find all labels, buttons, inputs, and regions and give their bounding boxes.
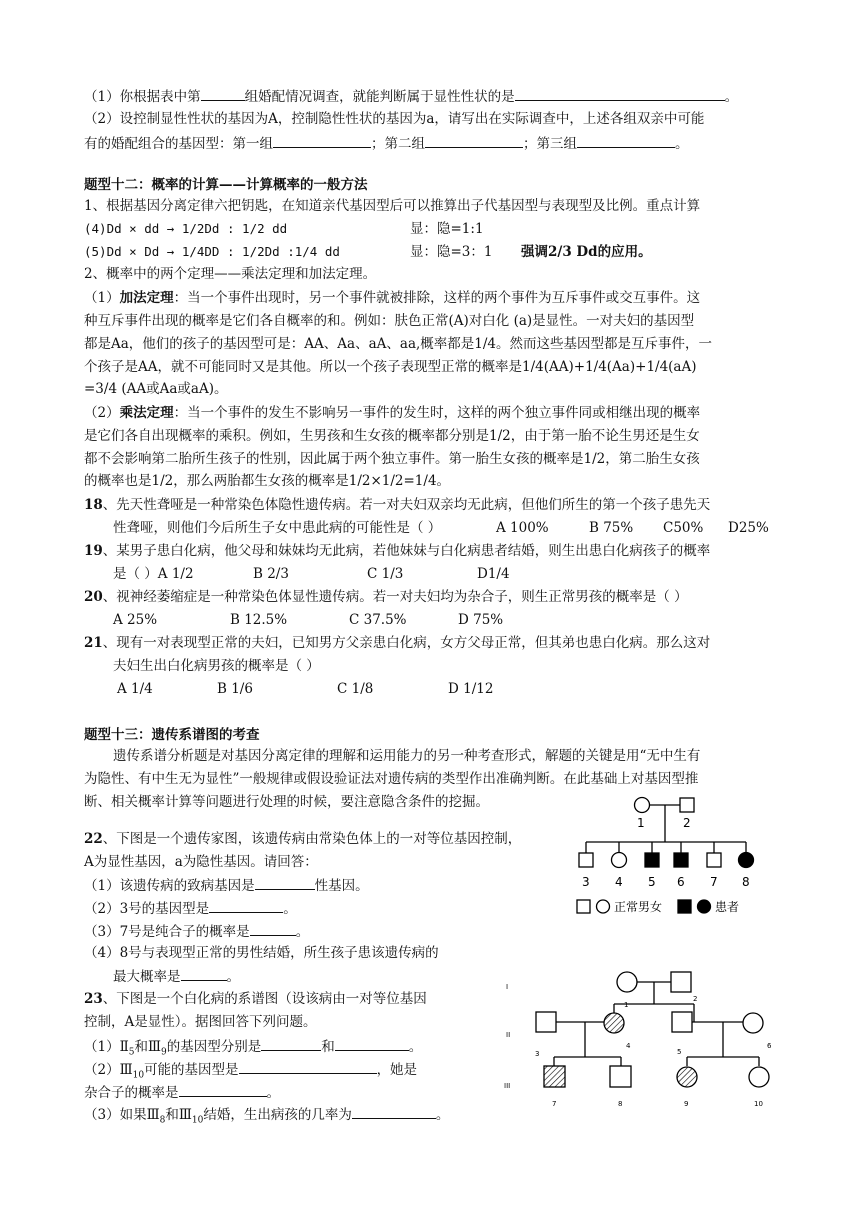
- question-number: 19: [84, 543, 103, 559]
- pedigree-male-3: [579, 853, 593, 867]
- text: （1）该遗传病的致病基因是: [84, 878, 255, 894]
- text: （1）Ⅱ: [84, 1039, 129, 1055]
- q22-line1: [84, 830, 521, 848]
- subscript: 9: [161, 1047, 167, 1058]
- question-number: 22: [84, 831, 103, 847]
- question-number: 18: [84, 497, 103, 513]
- pedigree-affected-male-7: [544, 1066, 565, 1087]
- q18-line2: [113, 519, 769, 537]
- text: 强调2/3 Dd的应用。: [521, 244, 652, 260]
- label: 6: [677, 875, 685, 889]
- text: 。: [283, 901, 297, 917]
- q19-line1: [84, 542, 710, 560]
- text: 、下图是一个白化病的系谱图（设该病由一对等位基因: [102, 991, 427, 1007]
- text: 有的婚配组合的基因型：第一组: [84, 136, 273, 152]
- add-rule-1: [84, 289, 700, 307]
- text: 最大概率是: [113, 969, 181, 985]
- pedigree-male-8: [610, 1066, 631, 1087]
- generation-label: II: [506, 1031, 511, 1039]
- mul-rule-3: 都不会影响第二胎所生孩子的性别，因此属于两个独立事件。第一胎生女孩的概率是1/2，第二胎生女孩: [84, 451, 700, 467]
- q23-line1: [84, 990, 427, 1008]
- blank[interactable]: [179, 1082, 267, 1097]
- pedigree-male-5: [672, 1012, 692, 1032]
- text: 显：隐=3：1: [410, 244, 493, 260]
- section12-p2: 2、概率中的两个定理——乘法定理和加法定理。: [84, 266, 377, 282]
- q22-s3: [84, 921, 309, 941]
- text: ；第三组: [523, 136, 577, 152]
- blank[interactable]: [425, 133, 523, 148]
- text: 可能的基因型是: [144, 1062, 239, 1078]
- blank[interactable]: [577, 133, 675, 148]
- text: 。: [675, 136, 689, 152]
- text: ，她是: [376, 1062, 418, 1078]
- option-c[interactable]: C 1/8: [337, 681, 374, 697]
- option-a: 是（ ）A 1/2: [113, 566, 194, 582]
- mul-rule-1: [84, 404, 700, 422]
- option-c[interactable]: C 1/3: [367, 566, 404, 582]
- q19-line2: [113, 565, 510, 583]
- q22-s2: [84, 898, 297, 918]
- legend-text: 正常男女: [614, 900, 663, 914]
- section12-p1: 1、根据基因分离定律六把钥匙，在知道亲代基因型后可以推算出子代基因型与表现型及比例。重点计算: [84, 198, 701, 214]
- pedigree-female-4: [612, 853, 627, 868]
- pedigree-male-7: [707, 853, 721, 867]
- label: 1: [624, 1001, 629, 1009]
- section12-title: 题型十二：概率的计算——计算概率的一般方法: [84, 177, 368, 193]
- legend-affected-male-icon: [678, 900, 691, 913]
- option-a[interactable]: A 100%: [496, 520, 549, 536]
- option-d[interactable]: D25%: [728, 520, 769, 536]
- option-b[interactable]: B 1/6: [217, 681, 253, 697]
- pedigree-chart-q22: [570, 796, 770, 920]
- label: 7: [552, 1100, 557, 1108]
- option-d[interactable]: D 1/12: [448, 681, 494, 697]
- option-b[interactable]: B 12.5%: [230, 612, 288, 628]
- text: 和Ⅲ: [134, 1039, 162, 1055]
- text: （2）3号的基因型是: [84, 901, 210, 917]
- option-b[interactable]: B 75%: [589, 520, 634, 536]
- text: 。: [266, 1085, 280, 1101]
- blank[interactable]: [273, 133, 371, 148]
- legend-affected-female-icon: [698, 900, 711, 913]
- text: 、视神经萎缩症是一种常染色体显性遗传病。若一对夫妇均为杂合子，则生正常男孩的概率是（ ）: [102, 589, 688, 605]
- text: (4)Dd × dd → 1/2Dd : 1/2 dd: [84, 221, 288, 236]
- text: ；第二组: [371, 136, 425, 152]
- mul-rule-4: 的概率也是1/2，那么两胎都生女孩的概率是1/2×1/2=1/4。: [84, 473, 451, 489]
- text: 显：隐=1:1: [410, 221, 484, 237]
- q20-options: [113, 611, 504, 629]
- blank[interactable]: [335, 1036, 409, 1051]
- blank[interactable]: [209, 898, 283, 913]
- pedigree-chart-q23: [500, 966, 775, 1108]
- text: 。: [295, 924, 310, 940]
- label: 9: [684, 1100, 689, 1108]
- label: 8: [742, 875, 750, 889]
- subscript: 5: [128, 1047, 135, 1058]
- text: （1）: [84, 290, 120, 306]
- q23-s1: [84, 1036, 422, 1062]
- generation-label: I: [506, 983, 509, 991]
- add-rule-label: 加法定理: [119, 290, 174, 306]
- label: 8: [618, 1100, 623, 1108]
- pedigree-female-1: [635, 798, 650, 813]
- label: 5: [677, 1048, 682, 1056]
- add-rule-4: 个孩子是AA，就不可能同时又是其他。所以一个孩子表现型正常的概率是1/4(AA)+1/4(Aa)+1/4(aA): [84, 359, 697, 375]
- text: （3）7号是纯合子的概率是: [84, 924, 250, 940]
- rule-5: [84, 243, 652, 261]
- text: 、某男子患白化病，他父母和妹妹均无此病，若他妹妹与白化病患者结婚，则生出患白化病孩子的概率: [102, 543, 711, 559]
- add-rule-3: 都是Aa，他们的孩子的基因型可是：AA、Aa、aA、aa,概率都是1/4。然而这些基因型都是互斥事件，一: [84, 336, 713, 352]
- text: （2）: [84, 405, 120, 421]
- q23-s3: [84, 1104, 449, 1130]
- rule-4: [84, 220, 484, 238]
- question-number: 20: [84, 589, 103, 605]
- label: 3: [535, 1050, 540, 1058]
- intro-q2-line1: （2）设控制显性性状的基因为A，控制隐性性状的基因为a，请写出在实际调查中，上述各组双亲中可能: [84, 111, 705, 127]
- legend-text: 患者: [715, 900, 740, 914]
- section13-p3: 断、相关概率计算等问题进行处理的时候，要注意隐含条件的挖掘。: [84, 794, 489, 810]
- blank[interactable]: [201, 86, 245, 101]
- label: 7: [710, 875, 718, 889]
- pedigree-male-2: [680, 798, 694, 812]
- pedigree-male-3: [536, 1012, 556, 1032]
- text: 性基因。: [314, 878, 369, 894]
- q23-s2: [84, 1059, 417, 1085]
- question-number: 21: [84, 635, 103, 651]
- option-c[interactable]: C 37.5%: [349, 612, 407, 628]
- label: 4: [615, 875, 623, 889]
- generation-label: III: [504, 1082, 511, 1090]
- text: 、现有一对表现型正常的夫妇，已知男方父亲患白化病，女方父母正常，但其弟也患白化病。那么这对: [102, 635, 711, 651]
- pedigree-female-6: [743, 1013, 763, 1033]
- legend-male-icon: [577, 900, 590, 913]
- q22-s1: [84, 875, 369, 895]
- section13-title: 题型十三：遗传系谱图的考查: [84, 727, 260, 743]
- label: 5: [648, 875, 656, 889]
- text: 。: [408, 1039, 423, 1055]
- text: (5)Dd × Dd → 1/4DD : 1/2Dd :1/4 dd: [84, 244, 340, 259]
- q23-line2: 控制，A是显性）。据图回答下列问题。: [84, 1014, 317, 1030]
- q23-s2-cont: [84, 1082, 280, 1102]
- add-rule-5: =3/4 (AA或Aa或aA)。: [84, 381, 228, 397]
- blank[interactable]: [255, 875, 315, 890]
- option-a[interactable]: A 25%: [113, 612, 158, 628]
- text: （1）你根据表中第: [84, 89, 201, 105]
- intro-q1: [84, 86, 738, 106]
- label: 3: [582, 875, 590, 889]
- text: 。: [435, 1107, 450, 1123]
- label: 6: [767, 1042, 772, 1050]
- section13-p1: 遗传系谱分析题是对基因分离定律的理解和运用能力的另一种考查形式，解题的关键是用“无中生有: [113, 748, 701, 764]
- subscript: 10: [132, 1070, 145, 1081]
- pedigree-female-1: [617, 972, 637, 992]
- blank[interactable]: [250, 921, 296, 936]
- question-number: 23: [84, 991, 103, 1007]
- label: 4: [626, 1042, 631, 1050]
- text: 性聋哑，则他们今后所生子女中患此病的可能性是（ ）: [113, 520, 442, 536]
- legend-female-icon: [597, 900, 610, 913]
- pedigree-affected-female-4: [604, 1013, 624, 1033]
- text: 杂合子的概率是: [84, 1085, 179, 1101]
- text: 的基因型分别是: [166, 1039, 262, 1055]
- text: 。: [226, 969, 240, 985]
- text: 和Ⅲ: [165, 1107, 192, 1123]
- text: ：当一个事件的发生不影响另一事件的发生时，这样的两个独立事件同或相继出现的概率: [173, 405, 701, 421]
- option-b[interactable]: B 2/3: [253, 566, 289, 582]
- pedigree-male-2: [671, 972, 691, 992]
- text: （3）如果Ⅲ: [84, 1107, 160, 1123]
- blank[interactable]: [239, 1059, 377, 1074]
- label: 1: [637, 816, 645, 830]
- q22-s4b: [113, 966, 240, 986]
- pedigree-affected-female-9: [677, 1067, 697, 1087]
- q22-s4a: （4）8号与表现型正常的男性结婚，所生孩子患该遗传病的: [84, 945, 439, 961]
- q21-line1: [84, 634, 710, 652]
- pedigree-female-10: [749, 1067, 769, 1087]
- option-c[interactable]: C50%: [663, 520, 704, 536]
- option-d[interactable]: D 75%: [458, 612, 504, 628]
- text: 。: [724, 89, 739, 105]
- q22-line2: A为显性基因，a为隐性基因。请回答：: [84, 854, 318, 870]
- pedigree-affected-male-5: [645, 853, 659, 867]
- option-a[interactable]: A 1/4: [117, 681, 153, 697]
- intro-q2-line2: [84, 133, 689, 153]
- section13-p2: 为隐性、有中生无为显性”一般规律或假设验证法对遗传病的类型作出准确判断。在此基础上对基因型推: [84, 771, 699, 787]
- text: 结婚，生出病孩的几率为: [203, 1107, 352, 1123]
- pedigree-affected-male-6: [674, 853, 688, 867]
- mul-rule-2: 是它们各自出现概率的乘积。例如，生男孩和生女孩的概率都分别是1/2，由于第一胎不论生男还是生女: [84, 428, 700, 444]
- pedigree-affected-female-8: [739, 853, 754, 868]
- text: 组婚配情况调查，就能判断属于显性性状的是: [244, 89, 515, 105]
- q18-line1: [84, 496, 710, 514]
- label: 2: [683, 816, 691, 830]
- text: （2）Ⅲ: [84, 1062, 133, 1078]
- subscript: 8: [159, 1115, 166, 1126]
- blank[interactable]: [515, 86, 725, 101]
- text: 、下图是一个遗传家图，该遗传病由常染色体上的一对等位基因控制，: [102, 831, 522, 847]
- text: ：当一个事件出现时，另一个事件就被排除，这样的两个事件为互斥事件或交互事件。这: [173, 290, 701, 306]
- q20-line1: [84, 588, 688, 606]
- label: 10: [754, 1100, 763, 1108]
- blank[interactable]: [261, 1036, 321, 1051]
- add-rule-2: 种互斥事件出现的概率是它们各自概率的和。例如：肤色正常(A)对白化 (a)是显性。一对夫妇的基因型: [84, 313, 695, 329]
- subscript: 10: [191, 1115, 204, 1126]
- blank[interactable]: [352, 1104, 436, 1119]
- text: 和: [321, 1039, 335, 1055]
- text: 、先天性聋哑是一种常染色体隐性遗传病。若一对夫妇双亲均无此病，但他们所生的第一个孩子患先天: [102, 497, 711, 513]
- label: 2: [693, 995, 698, 1003]
- mul-rule-label: 乘法定理: [119, 405, 174, 421]
- blank[interactable]: [181, 966, 227, 981]
- option-d[interactable]: D1/4: [477, 566, 510, 582]
- q21-line2: 夫妇生出白化病男孩的概率是（ ）: [113, 658, 320, 674]
